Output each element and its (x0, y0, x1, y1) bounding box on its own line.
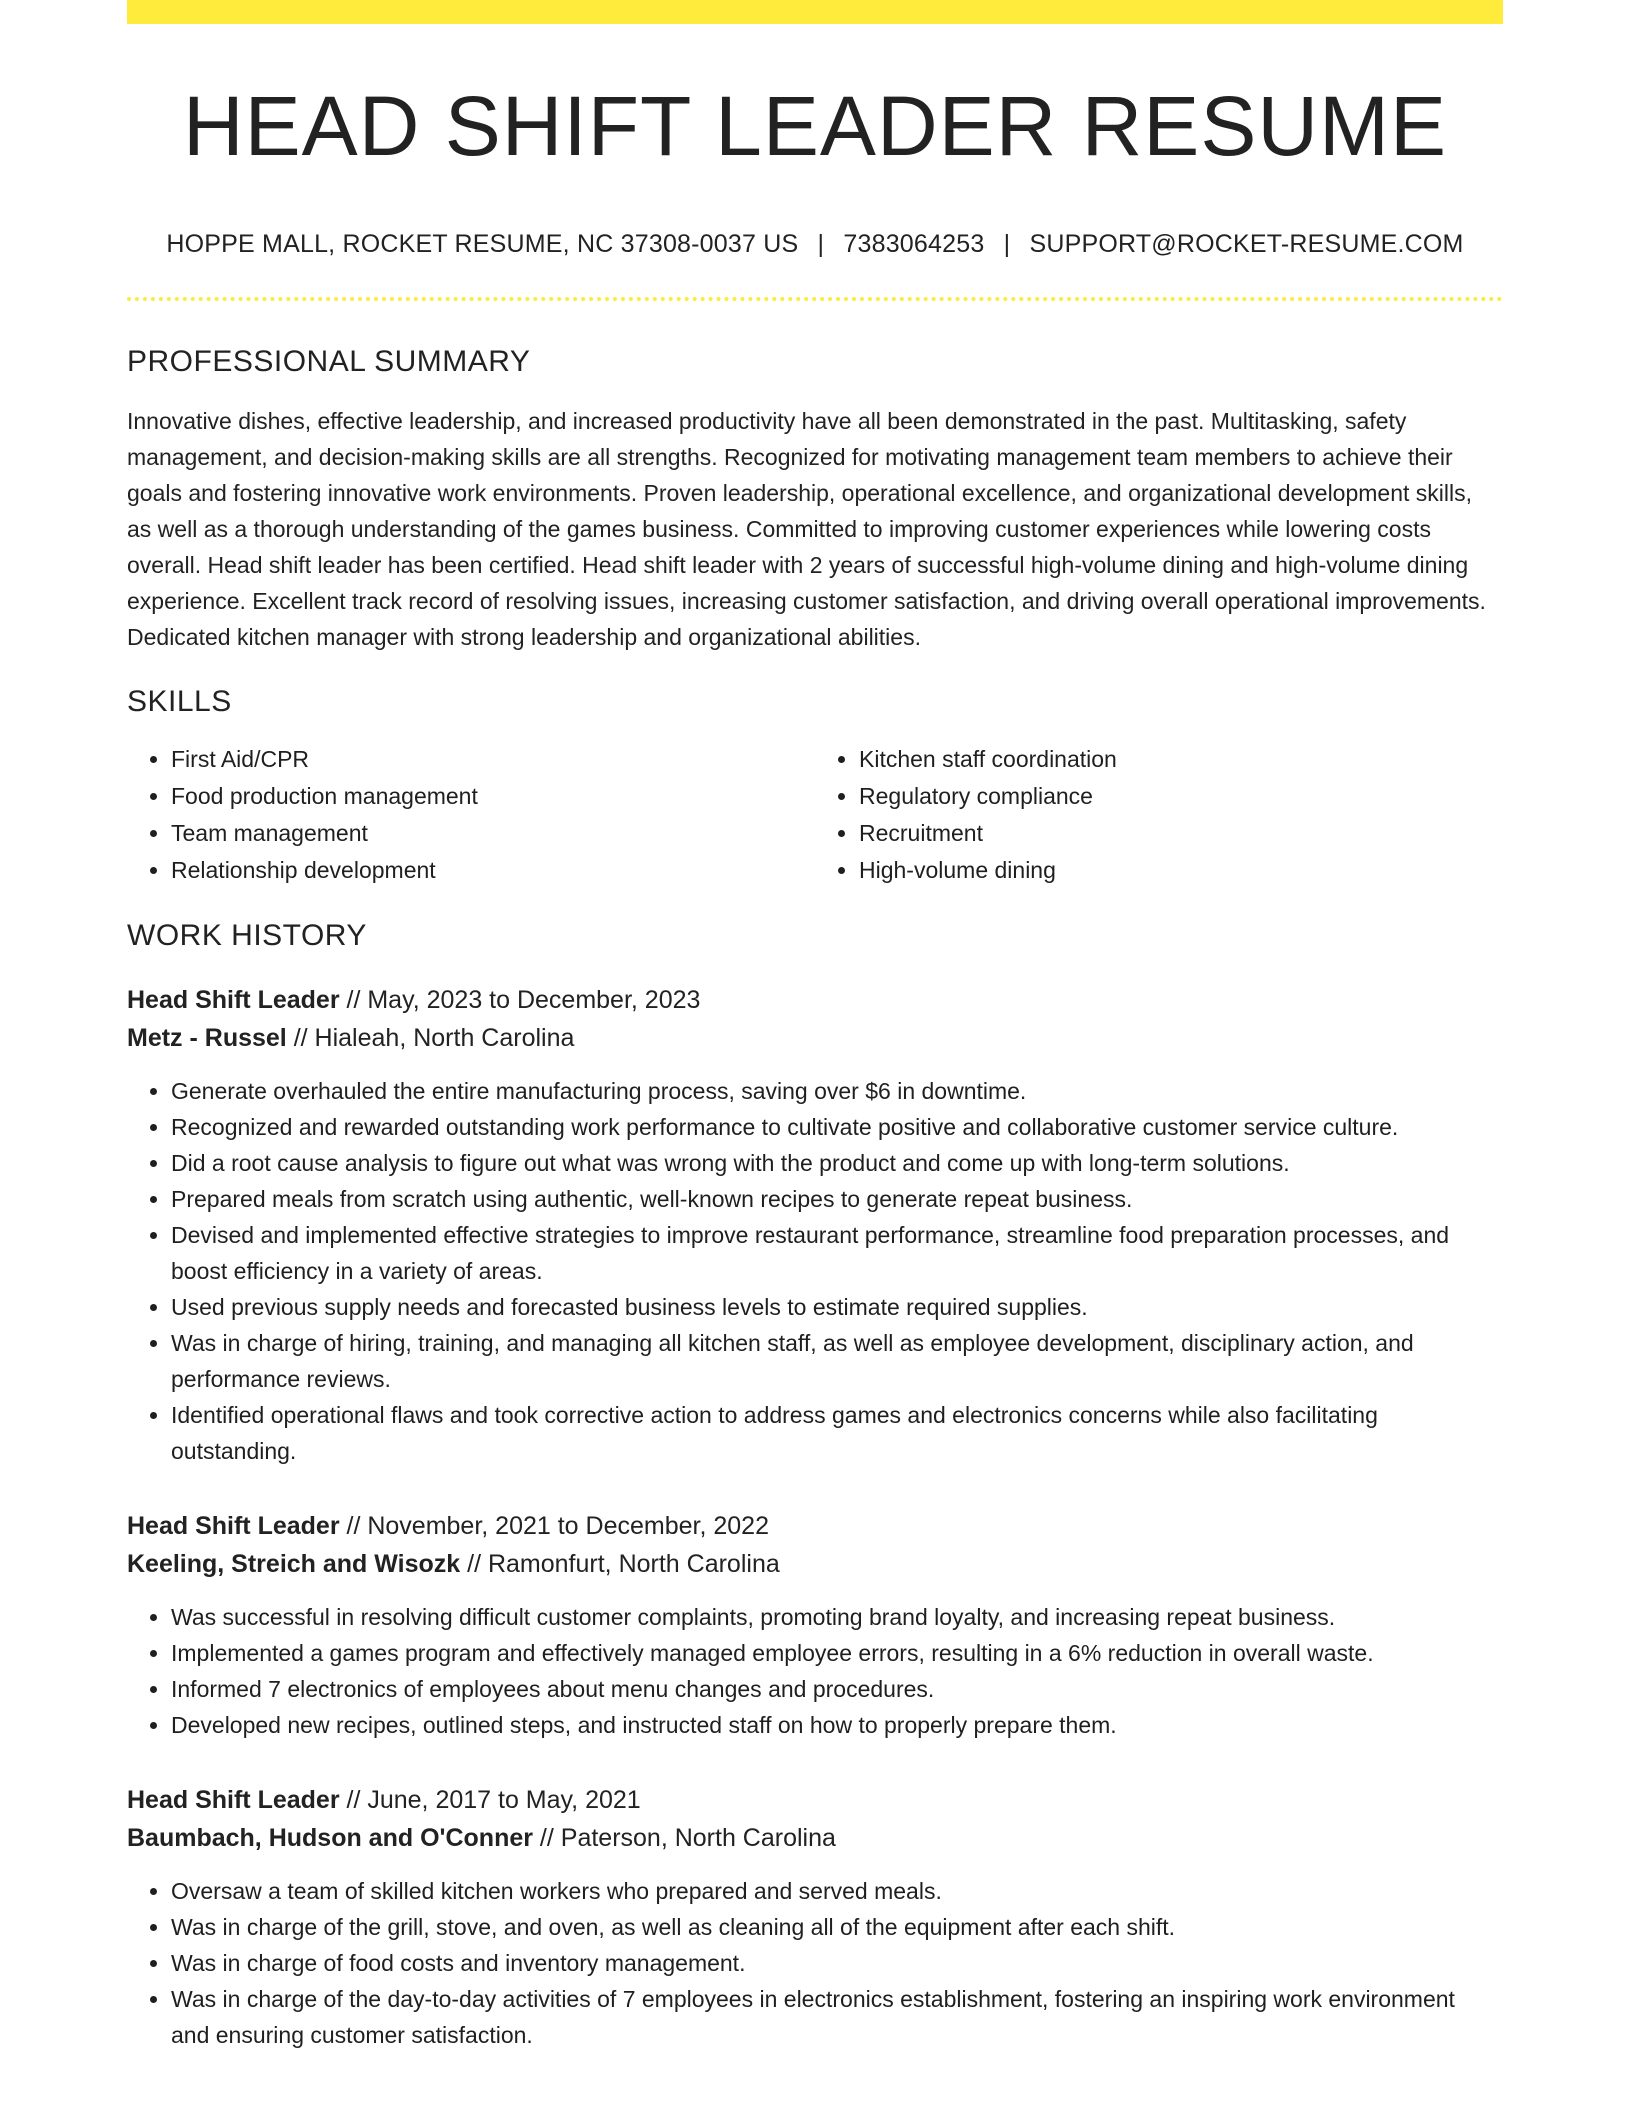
job-bullet: • Oversaw a team of skilled kitchen workers who prepared and served meals. (171, 1873, 1503, 1909)
job-bullet: • Was in charge of the day-to-day activities of 7 employees in electronics establishment, fostering an inspiring work environment and ensuring customer satisfaction. (171, 1981, 1503, 2053)
job-role-line (127, 1507, 1503, 1545)
job-bullets (127, 1073, 1503, 1469)
skill-item: • Recruitment (859, 815, 1503, 852)
job-dates: // June, 2017 to May, 2021 (339, 1786, 641, 1815)
job-entry (127, 1507, 1503, 1743)
job-bullet: • Did a root cause analysis to figure out what was wrong with the product and come up with long-term solutions. (171, 1145, 1503, 1181)
skill-item: • Regulatory compliance (859, 778, 1503, 815)
summary-text: Innovative dishes, effective leadership, and increased productivity have all been demonstrated in the past. Multitasking, safety management, and decision-making skills are all strengths. Recognized for motivating management team members to achieve their goals and fostering innovative work environments. Proven leadership, operational excellence, and organizational development skills, as well as a thorough understanding of the games business. Committed to improving customer experiences while lowering costs overall. Head shift leader has been certified. Head shift leader with 2 years of successful high-volume dining and high-volume dining experience. Excellent track record of resolving issues, increasing customer satisfaction, and driving overall operational improvements. Dedicated kitchen manager with strong leadership and organizational abilities. (127, 408, 1486, 651)
job-dates: // May, 2023 to December, 2023 (339, 986, 701, 1015)
job-location: // Ramonfurt, North Carolina (460, 1550, 780, 1579)
job-bullet: • Used previous supply needs and forecasted business levels to estimate required supplies. (171, 1289, 1503, 1325)
job-bullet: • Identified operational flaws and took corrective action to address games and electronics concerns while also facilitating outstanding. (171, 1397, 1503, 1469)
job-bullet: • Developed new recipes, outlined steps, and instructed staff on how to properly prepare them. (171, 1707, 1503, 1743)
job-bullet: • Informed 7 electronics of employees about menu changes and procedures. (171, 1671, 1503, 1707)
dotted-divider (127, 297, 1503, 301)
job-role-line (127, 981, 1503, 1019)
job-bullet: • Was in charge of food costs and inventory management. (171, 1945, 1503, 1981)
summary-heading: PROFESSIONAL SUMMARY (127, 345, 531, 379)
skills-column-right (815, 741, 1503, 889)
job-dates: // November, 2021 to December, 2022 (339, 1512, 769, 1541)
job-company: Metz - Russel (127, 1024, 287, 1053)
skills-column-left (127, 741, 815, 889)
job-bullet: • Recognized and rewarded outstanding work performance to cultivate positive and collaborative customer service culture. (171, 1109, 1503, 1145)
job-location: // Paterson, North Carolina (532, 1824, 836, 1853)
job-location: // Hialeah, North Carolina (286, 1024, 575, 1053)
resume-page (127, 0, 1503, 2053)
job-company-line (127, 1019, 1503, 1057)
job-role: Head Shift Leader (127, 986, 340, 1015)
skill-item: • First Aid/CPR (171, 741, 815, 778)
contact-phone: 7383064253 (843, 230, 985, 259)
skills-heading: SKILLS (127, 685, 232, 719)
job-bullets (127, 1873, 1503, 2053)
job-company: Keeling, Streich and Wisozk (127, 1550, 461, 1579)
job-company-line (127, 1819, 1503, 1857)
skill-item: • Food production management (171, 778, 815, 815)
job-bullets (127, 1599, 1503, 1743)
skill-item: • Kitchen staff coordination (859, 741, 1503, 778)
skill-item: • Relationship development (171, 852, 815, 889)
job-company: Baumbach, Hudson and O'Conner (127, 1824, 533, 1853)
contact-separator: | (817, 230, 825, 259)
job-bullet: • Devised and implemented effective strategies to improve restaurant performance, streamline food preparation processes, and boost efficiency in a variety of areas. (171, 1217, 1503, 1289)
work-history-heading: WORK HISTORY (127, 919, 367, 953)
contact-separator: | (1003, 230, 1011, 259)
skill-item: • High-volume dining (859, 852, 1503, 889)
contact-email: SUPPORT@ROCKET-RESUME.COM (1029, 230, 1464, 259)
accent-bar (127, 0, 1503, 24)
job-company-line (127, 1545, 1503, 1583)
job-bullet: • Implemented a games program and effectively managed employee errors, resulting in a 6% reduction in overall waste. (171, 1635, 1503, 1671)
job-bullet: • Generate overhauled the entire manufacturing process, saving over $6 in downtime. (171, 1073, 1503, 1109)
job-bullet: • Prepared meals from scratch using authentic, well-known recipes to generate repeat business. (171, 1181, 1503, 1217)
job-bullet: • Was successful in resolving difficult customer complaints, promoting brand loyalty, and increasing repeat business. (171, 1599, 1503, 1635)
resume-title: HEAD SHIFT LEADER RESUME (182, 79, 1448, 173)
skills-list (127, 741, 1503, 889)
contact-address: HOPPE MALL, ROCKET RESUME, NC 37308-0037 US (166, 230, 799, 259)
contact-line (127, 230, 1503, 259)
job-bullet: • Was in charge of the grill, stove, and oven, as well as cleaning all of the equipment after each shift. (171, 1909, 1503, 1945)
job-role: Head Shift Leader (127, 1512, 340, 1541)
job-entry (127, 981, 1503, 1469)
job-bullet: • Was in charge of hiring, training, and managing all kitchen staff, as well as employee development, disciplinary action, and performance reviews. (171, 1325, 1503, 1397)
job-entry (127, 1781, 1503, 2053)
job-role-line (127, 1781, 1503, 1819)
skill-item: • Team management (171, 815, 815, 852)
job-role: Head Shift Leader (127, 1786, 340, 1815)
